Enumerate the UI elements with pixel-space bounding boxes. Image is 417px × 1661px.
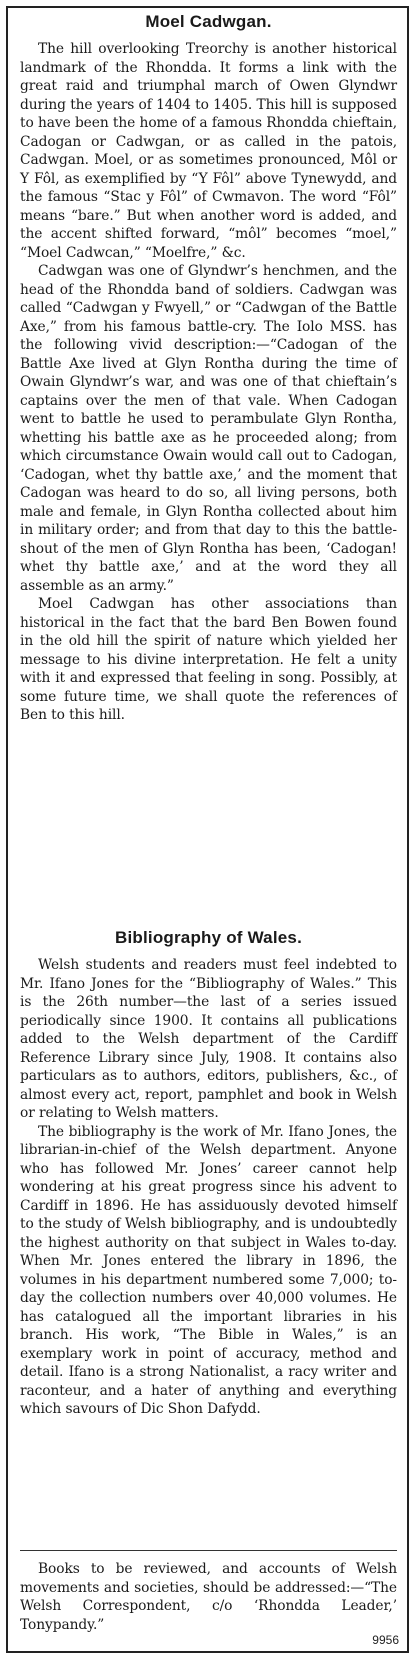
footer-note: Books to be reviewed, and accounts of Welsh movements and societies, should be addressed:—“The Welsh Correspondent, c/o ‘Rhondda Leader,’ Tonypandy.” [20,1561,397,1633]
paragraph: Moel Cadwgan has other associations than historical in the fact that the bard Ben Bowen found in the old hill the spirit of nature which yielded her message to his divine interpretation. He felt a unity with it and expressed that feeling in song. Possibly, at some future time, we shall quote the references of Ben to this hill. [20,596,397,723]
section-title: Bibliography of Wales. [114,928,302,947]
footer-note-block [20,1560,397,1634]
section-bibliography-of-wales [20,928,397,1419]
paragraph: Welsh students and readers must feel indebted to Mr. Ifano Jones for the “Bibliography of Wales.” This is the 26th number—the last of a series issued periodically since 1900. It contains all publications added to the Welsh department of the Cardiff Reference Library since July, 1908. It contains also particulars as to authors, editors, publishers, &c., of almost every act, report, pamphlet and book in Welsh or relating to Welsh matters. [20,957,397,1121]
newspaper-clipping [6,6,409,1653]
divider-rule [20,1550,397,1551]
paragraph: The hill overlooking Treorchy is another historical landmark of the Rhondda. It forms a link with the great raid and triumphal march of Owen Glyndwr during the years of 1404 to 1405. This hill is supposed to have been the home of a famous Rhondda chieftain, Cadogan or Cadwgan, or as called in the patois, Cadwgan. Moel, or as sometimes pronounced, Môl or Y Fôl, as exemplified by “Y Fôl” above Tynewydd, and the famous “Stac y Fôl” of Cwmavon. The word “Fôl” means “bare.” But when another word is added, and the accent shifted forward, “môl” becomes “moel,” “Moel Cadwcan,” “Moelfre,” &c. [20,41,397,261]
section-title: Moel Cadwgan. [145,12,272,31]
figure-number: 9956 [372,1633,399,1647]
section-moel-cadwgan [20,12,397,725]
paragraph: The bibliography is the work of Mr. Ifano Jones, the librarian-in-chief of the Welsh department. Anyone who has followed Mr. Jones’ career cannot help wondering at his great progress since his advent to Cardiff in 1896. He has assiduously devoted himself to the study of Welsh bibliography, and is undoubtedly the highest authority on that subject in Wales to-day. When Mr. Jones entered the library in 1896, the volumes in his department numbered some 7,000; to-day the collection numbers over 40,000 volumes. He has catalogued all the important libraries in his branch. His work, “The Bible in Wales,” is an exemplary work in point of accuracy, method and detail. Ifano is a strong Nationalist, a racy writer and raconteur, and a hater of anything and everything which savours of Dic Shon Dafydd. [20,1123,397,1417]
paragraph: Cadwgan was one of Glyndwr’s henchmen, and the head of the Rhondda band of soldiers. Cadwgan was called “Cadwgan y Fwyell,” or “Cadwgan of the Battle Axe,” from his famous battle-cry. The Iolo MSS. has the following vivid description:—“Cadogan of the Battle Axe lived at Glyn Rontha during the time of Owain Glyndwr’s war, and was one of that chieftain’s captains over the men of that vale. When Cadogan went to battle he used to perambulate Glyn Rontha, whetting his battle axe as he proceeded along; from which circumstance Owain would call out to Cadogan, ‘Cadogan, whet thy battle axe,’ and the moment that Cadogan was heard to do so, all living persons, both male and female, in Glyn Rontha collected about him in military order; and from that day to this the battle-shout of the men of Glyn Rontha has been, ‘Cadogan! whet thy battle axe,’ and at the word they all assemble as an army.” [20,263,397,594]
